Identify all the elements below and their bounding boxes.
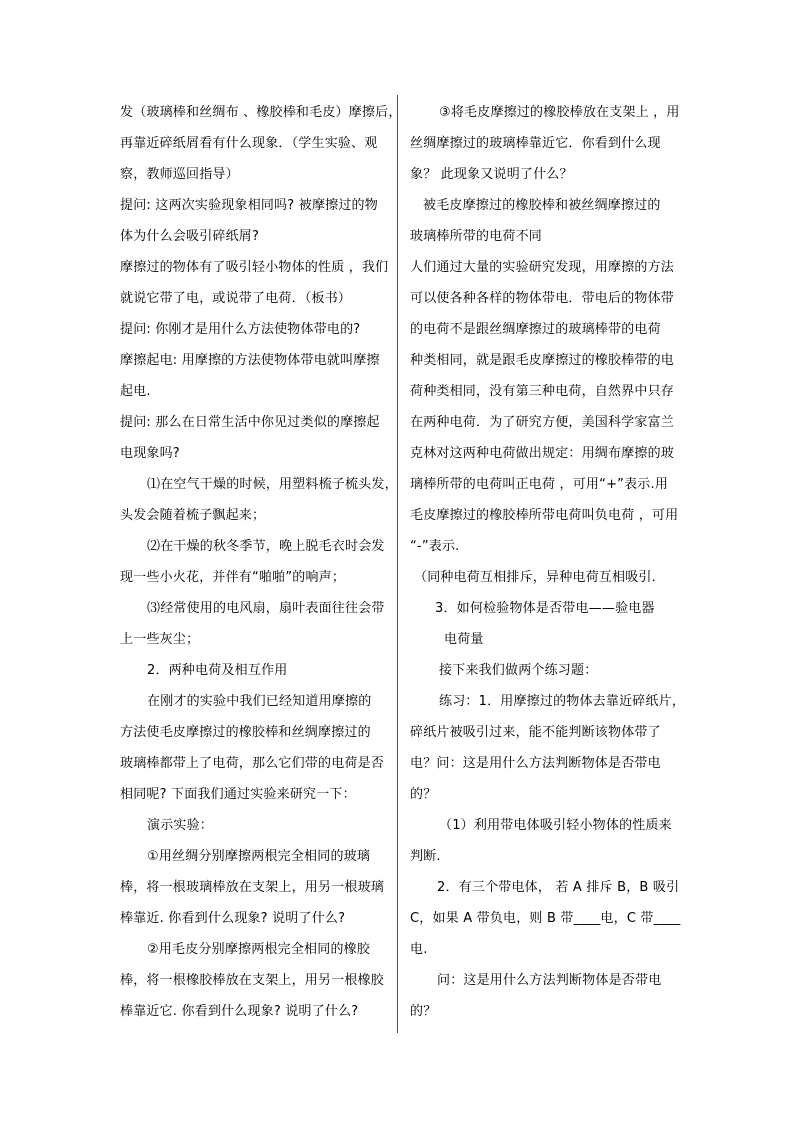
text-line: 在两种电荷．为了研究方便，美国科学家富兰 bbox=[410, 415, 675, 430]
text-line: 的？ bbox=[410, 787, 437, 802]
left-column bbox=[120, 97, 402, 1027]
text-line: 棒靠近. 你看到什么现象? 说明了什么? bbox=[120, 911, 346, 926]
text-line: “-”表示. bbox=[410, 539, 460, 554]
text-line: （1）利用带电体吸引轻小物体的性质来 bbox=[439, 818, 672, 833]
text-line: ⑵在干燥的秋冬季节，晚上脱毛衣时会发 bbox=[147, 539, 385, 554]
text-line: 现一些小火花，并伴有“啪啪”的响声； bbox=[120, 570, 346, 585]
text-line: 象？ 此现象又说明了什么？ bbox=[410, 167, 573, 182]
text-line: ⑶经常使用的电风扇，扇叶表面往往会带 bbox=[147, 601, 385, 616]
text-line: 棒，将一根橡胶棒放在支架上，用另一根橡胶 bbox=[120, 973, 385, 988]
text-line: 被毛皮摩擦过的橡胶棒和被丝绸摩擦过的 bbox=[423, 198, 661, 213]
section-heading: 3．如何检验物体是否带电——验电器 bbox=[435, 601, 655, 616]
text-line: 问：这是用什么方法判断物体是否带电 bbox=[437, 973, 662, 988]
text-line: 接下来我们做两个练习题： bbox=[439, 663, 598, 678]
text-line: 提问: 这两次实验现象相同吗? 被摩擦过的物 bbox=[120, 198, 378, 213]
text-line: 头发会随着梳子飘起来； bbox=[120, 508, 266, 523]
text-line: 电？问：这是用什么方法判断物体是否带电 bbox=[410, 756, 661, 771]
text-line: （同种电荷互相排斥，异种电荷互相吸引． bbox=[414, 570, 665, 585]
text-line: 毛皮摩擦过的橡胶棒所带电荷叫负电荷 ，可用 bbox=[410, 508, 679, 523]
text-line: 璃棒所带的电荷叫正电荷 ，可用“+”表示.用 bbox=[410, 477, 669, 492]
right-column bbox=[410, 97, 686, 1027]
text-line: 察，教师巡回指导） bbox=[120, 167, 239, 182]
text-line: 种类相同，就是跟毛皮摩擦过的橡胶棒带的电 bbox=[410, 353, 675, 368]
text-line: 方法使毛皮摩擦过的橡胶棒和丝绸摩擦过的 bbox=[120, 725, 371, 740]
text-line: 起电. bbox=[120, 384, 151, 399]
text-line: 发（玻璃棒和丝绸布 、橡胶棒和毛皮）摩擦后， bbox=[120, 105, 402, 120]
text-line: 演示实验： bbox=[147, 818, 214, 833]
text-line: 相同呢? 下面我们通过实验来研究一下： bbox=[120, 787, 356, 802]
text-line: ③将毛皮摩擦过的橡胶棒放在支架上 ，用 bbox=[439, 105, 680, 120]
exercise-line: 练习：1．用摩擦过的物体去靠近碎纸片， bbox=[439, 694, 686, 709]
text-line: 提问: 你刚才是用什么方法使物体带电的? bbox=[120, 322, 361, 337]
text-line: 可以使各种各样的物体带电．带电后的物体带 bbox=[410, 291, 675, 306]
text-line: 摩擦过的物体有了吸引轻小物体的性质 ，我们 bbox=[120, 260, 389, 275]
text-line: 判断. bbox=[410, 849, 441, 864]
text-line: 在刚才的实验中我们已经知道用摩擦的 bbox=[147, 694, 372, 709]
text-line: 棒靠近它. 你看到什么现象? 说明了什么? bbox=[120, 1004, 359, 1019]
text-line: 体为什么会吸引碎纸屑? bbox=[120, 229, 260, 244]
text-line: 提问: 那么在日常生活中你见过类似的摩擦起 bbox=[120, 415, 380, 430]
text-line: 荷种类相同，没有第三种电荷，自然界中只存 bbox=[410, 384, 675, 399]
text-line: ①用丝绸分别摩擦两根完全相同的玻璃 bbox=[147, 849, 371, 864]
text-line: 克林对这两种电荷做出规定：用绸布摩擦的玻 bbox=[410, 446, 675, 461]
section-heading: 2．两种电荷及相互作用 bbox=[147, 663, 288, 678]
text-line: 就说它带了电，或说带了电荷．（板书） bbox=[120, 291, 352, 306]
text-line: 人们通过大量的实验研究发现，用摩擦的方法 bbox=[410, 260, 675, 275]
text-line: 的？ bbox=[410, 1004, 437, 1019]
text-line: 棒，将一根玻璃棒放在支架上，用另一根玻璃 bbox=[120, 880, 385, 895]
text-line: 的电荷不是跟丝绸摩擦过的玻璃棒带的电荷 bbox=[410, 322, 661, 337]
text-line: 再靠近碎纸屑看有什么现象．（学生实验、观 bbox=[120, 136, 378, 151]
text-line: 玻璃棒所带的电荷不同 bbox=[410, 229, 543, 244]
column-divider bbox=[397, 95, 398, 1033]
text-line: 玻璃棒都带上了电荷，那么它们带的电荷是否 bbox=[120, 756, 385, 771]
text-line: 碎纸片被吸引过来，能不能判断该物体带了 bbox=[410, 725, 661, 740]
text-line: C，如果 A 带负电，则 B 带____电，C 带____ bbox=[410, 911, 681, 926]
text-line: 丝绸摩擦过的玻璃棒靠近它．你看到什么现 bbox=[410, 136, 661, 151]
text-line: 摩擦起电: 用摩擦的方法使物体带电就叫摩擦 bbox=[120, 353, 380, 368]
text-line: ②用毛皮分别摩擦两根完全相同的橡胶 bbox=[147, 942, 371, 957]
text-line: ⑴在空气干燥的时候，用塑料梳子梳头发， bbox=[147, 477, 398, 492]
text-line: 电荷量 bbox=[444, 632, 484, 647]
text-line: 电. bbox=[410, 942, 428, 957]
text-line: 上一些灰尘； bbox=[120, 632, 200, 647]
exercise-line: 2．有三个带电体， 若 A 排斥 B，B 吸引 bbox=[437, 880, 680, 895]
text-line: 电现象吗? bbox=[120, 446, 180, 461]
